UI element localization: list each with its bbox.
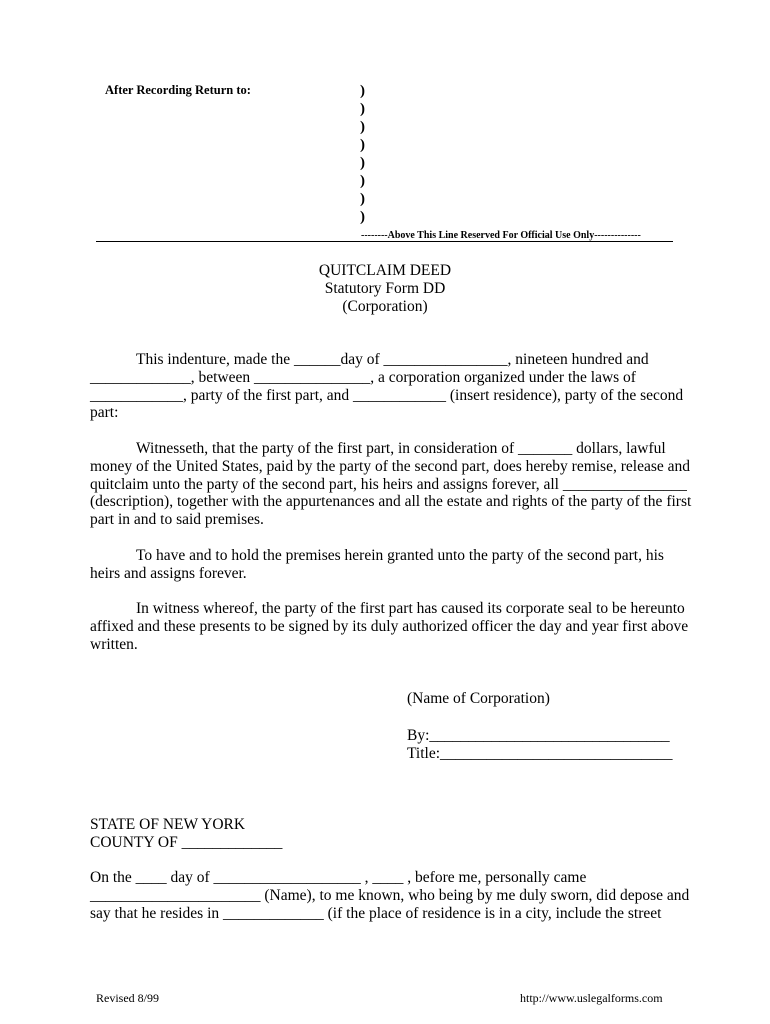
witnesseth-paragraph [90,440,692,529]
paragraph-line: On the ____ day of ___________________ , ____ , before me, personally came [90,869,587,886]
paragraph-line: money of the United States, paid by the party of the second part, does hereby remise, release and [90,457,690,475]
paragraph-line: Witnesseth, that the party of the first part, in consideration of _______ dollars, lawful [136,440,666,457]
title-line-2: Statutory Form DD [324,280,446,297]
paragraph-line: ____________, party of the first part, and ____________ (insert residence), party of the second [90,386,684,404]
in-witness-paragraph [90,600,689,653]
return-to-label: After Recording Return to: [105,83,251,97]
paren: ) [360,101,365,117]
paragraph-line: say that he resides in _____________ (if the place of residence is in a city, include the street [90,904,662,922]
paragraph-line: affixed and these presents to be signed by its duly authorized officer the day and year first above [90,617,689,635]
county-field[interactable]: COUNTY OF _____________ [90,834,283,851]
paren: ) [360,191,365,207]
indenture-paragraph [90,351,684,422]
paren: ) [360,137,365,153]
paren: ) [360,155,365,171]
paren: ) [360,119,365,135]
paragraph-line: part in and to said premises. [90,511,264,529]
paragraph-line: (description), together with the appurtenances and all the estate and rights of the party of the first [90,493,692,511]
deed-title [235,262,535,316]
recording-parens [360,82,365,226]
paragraph-line: ______________________ (Name), to me known, who being by me duly sworn, did depose and [90,886,690,904]
title-line-3: (Corporation) [342,298,428,315]
signature-title-field[interactable]: Title:______________________________ [407,745,673,762]
to-have-paragraph [90,547,680,583]
paragraph-line: To have and to hold the premises herein granted unto the party of the second part, his [136,547,664,564]
revised-date: Revised 8/99 [96,991,159,1005]
paragraph-line: _____________, between _______________, a corporation organized under the laws of [90,368,636,386]
paren: ) [360,83,365,99]
paragraph-line: quitclaim unto the party of the second part, his heirs and assigns forever, all ________________ [90,475,687,493]
website-url[interactable]: http://www.uslegalforms.com [520,991,663,1005]
state-label: STATE OF NEW YORK [90,816,246,833]
corporation-name-label: (Name of Corporation) [407,690,550,707]
signature-by-field[interactable]: By:_______________________________ [407,727,670,744]
paragraph-line: part: [90,404,119,422]
paren: ) [360,173,365,189]
paragraph-line: written. [90,635,138,653]
paragraph-line: heirs and assigns forever. [90,564,247,582]
acknowledgment-paragraph [90,869,690,922]
paragraph-line: In witness whereof, the party of the first part has caused its corporate seal to be hereunto [136,600,685,617]
official-use-divider [96,241,673,242]
title-line-1: QUITCLAIM DEED [318,262,452,279]
reserved-line-label: --------Above This Line Reserved For Official Use Only-------------- [361,230,641,241]
paragraph-line: This indenture, made the ______day of ________________, nineteen hundred and [136,351,649,368]
paren: ) [360,209,365,225]
